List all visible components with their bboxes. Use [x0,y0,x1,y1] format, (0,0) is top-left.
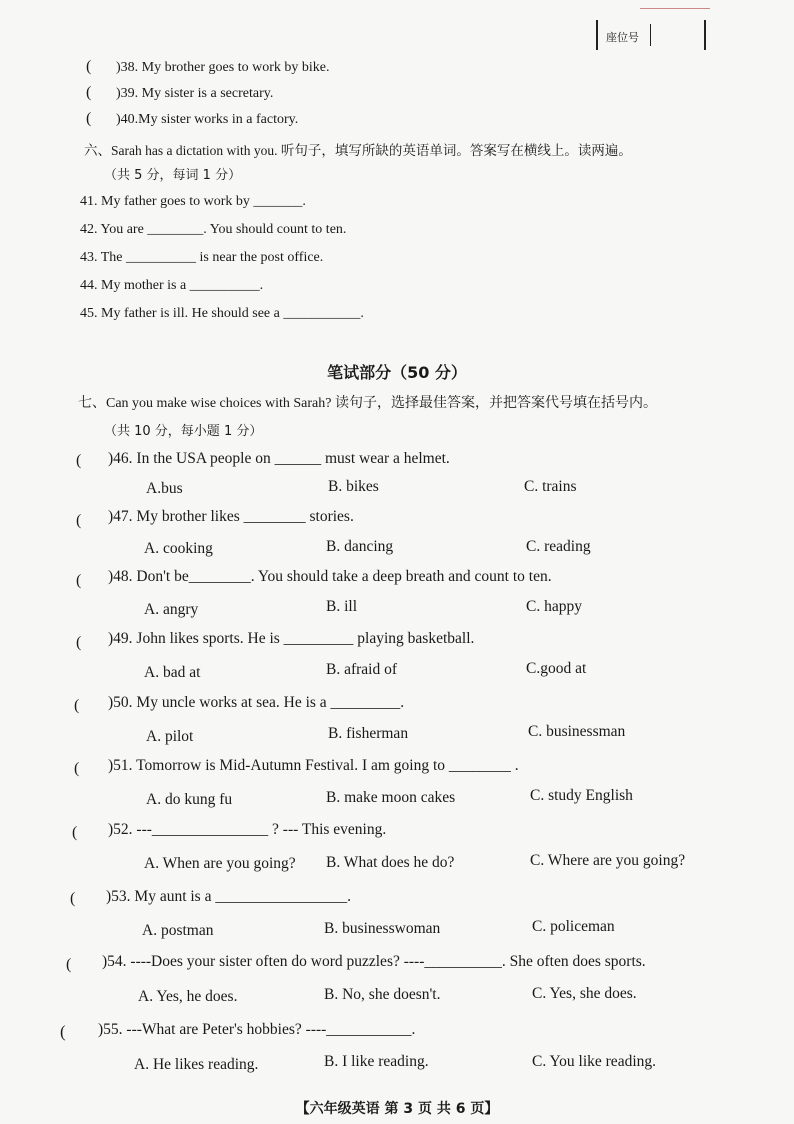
answer-paren: ( [86,58,92,75]
option-c: C. Yes, she does. [532,985,637,1002]
option-b: B. dancing [326,538,394,555]
question-47: )47. My brother likes ________ stories. [108,508,354,525]
option-a: A. postman [142,922,214,939]
option-b: B. bikes [328,478,379,495]
answer-paren: ( [74,760,80,777]
question-48: )48. Don't be________. You should take a deep breath and count to ten. [108,568,552,585]
answer-paren: ( [60,1022,66,1041]
dictation-item-42: 42. You are ________. You should count to ten. [80,222,347,237]
option-a: A. do kung fu [146,791,233,808]
question-52: )52. ---_______________ ? --- This evening. [108,821,387,838]
answer-paren: ( [86,84,92,101]
seat-number-divider [650,24,651,46]
answer-paren: ( [76,512,82,529]
option-c: C. You like reading. [532,1053,656,1070]
option-b: B. I like reading. [324,1053,429,1070]
section-7-title: 七、Can you make wise choices with Sarah? 读句子，选择最佳答案，并把答案代号填在括号内。 [78,396,657,411]
option-c: C. trains [524,478,577,495]
option-c: C. study English [530,787,633,804]
answer-paren: ( [70,890,76,907]
dictation-item-43: 43. The __________ is near the post office. [80,250,324,265]
section-7-score: （共 10 分，每小题 1 分） [104,424,263,439]
question-46: )46. In the USA people on ______ must wear a helmet. [108,450,450,467]
answer-paren: ( [66,956,72,973]
option-b: B. afraid of [326,661,398,678]
section-6-score: （共 5 分，每词 1 分） [104,168,242,183]
question-55: )55. ---What are Peter's hobbies? ----___________. [98,1021,416,1038]
option-c: C. businessman [528,723,626,740]
seat-number-box [596,20,706,50]
option-b: B. make moon cakes [326,789,456,806]
option-c: C. Where are you going? [530,852,686,869]
question-51: )51. Tomorrow is Mid-Autumn Festival. I am going to ________ . [108,757,519,774]
option-c: C. policeman [532,918,615,935]
option-a: A. bad at [144,664,201,681]
answer-paren: ( [86,110,92,127]
dictation-item-41: 41. My father goes to work by _______. [80,194,306,209]
option-b: B. businesswoman [324,920,441,937]
option-a: A. angry [144,601,199,618]
answer-paren: ( [76,634,82,651]
written-part-title: 笔试部分（50 分） [327,363,467,382]
seat-number-label: 座位号 [606,31,639,44]
option-a: A. He likes reading. [134,1056,259,1073]
option-c: C. reading [526,538,591,555]
dictation-item-45: 45. My father is ill. He should see a ___________. [80,306,364,321]
section-6-title: 六、Sarah has a dictation with you. 听句子，填写所缺的英语单词。答案写在横线上。读两遍。 [84,143,632,158]
dictation-item-44: 44. My mother is a __________. [80,278,264,293]
option-a: A. pilot [146,728,194,745]
option-a: A.bus [146,480,183,497]
option-c: C. happy [526,598,582,615]
option-a: A. cooking [144,540,213,557]
option-a: A. When are you going? [144,855,296,872]
listening-item-40: )40.My sister works in a factory. [116,112,299,127]
option-b: B. ill [326,598,358,615]
question-53: )53. My aunt is a _________________. [106,888,351,905]
option-b: B. No, she doesn't. [324,986,441,1003]
option-a: A. Yes, he does. [138,988,238,1005]
option-c: C.good at [526,660,587,677]
answer-paren: ( [74,697,80,714]
option-b: B. fisherman [328,725,409,742]
option-b: B. What does he do? [326,854,455,871]
question-50: )50. My uncle works at sea. He is a _________. [108,694,405,711]
top-rule [640,8,710,9]
page-footer: 【六年级英语 第 3 页 共 6 页】 [295,1101,499,1117]
listening-item-39: )39. My sister is a secretary. [116,86,274,101]
answer-paren: ( [72,824,78,841]
answer-paren: ( [76,572,82,589]
listening-item-38: )38. My brother goes to work by bike. [116,60,330,75]
answer-paren: ( [76,452,82,469]
question-49: )49. John likes sports. He is _________ playing basketball. [108,630,475,647]
question-54: )54. ----Does your sister often do word puzzles? ----__________. She often does sports. [102,953,646,970]
